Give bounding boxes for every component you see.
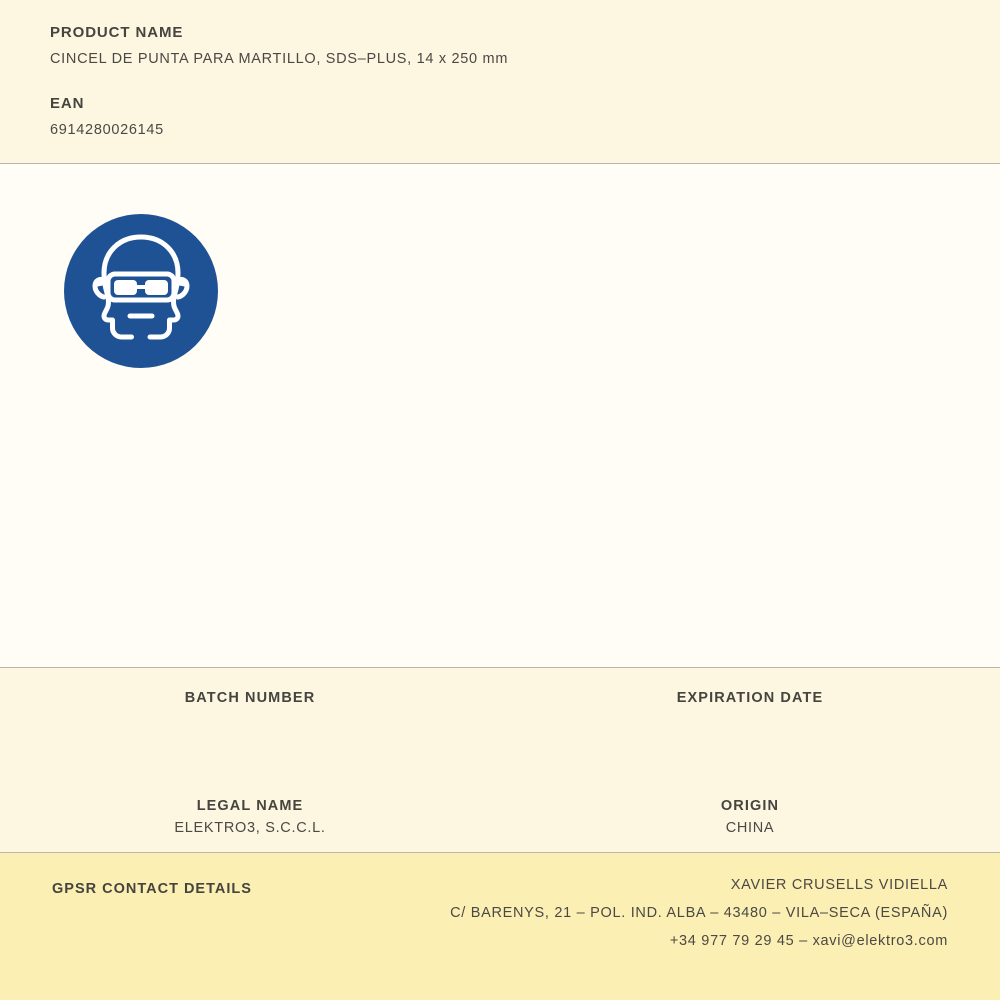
meta-row-legal bbox=[0, 798, 1000, 838]
product-name-value: CINCEL DE PUNTA PARA MARTILLO, SDS–PLUS, 14 x 250 mm bbox=[50, 51, 509, 67]
product-name-label: PRODUCT NAME bbox=[50, 24, 184, 41]
gpsr-footer bbox=[0, 853, 1000, 1000]
legal-name-label: LEGAL NAME bbox=[196, 798, 304, 814]
meta-block bbox=[0, 668, 1000, 852]
ean-label: EAN bbox=[50, 95, 85, 112]
origin-label: ORIGIN bbox=[720, 798, 780, 814]
expiration-date-label: EXPIRATION DATE bbox=[676, 690, 824, 706]
origin-cell bbox=[500, 798, 1000, 838]
wear-eye-protection-icon bbox=[64, 214, 218, 368]
product-info-block bbox=[0, 0, 1000, 163]
batch-number-label: BATCH NUMBER bbox=[184, 690, 316, 706]
batch-number-cell bbox=[0, 690, 500, 730]
ean-value: 6914280026145 bbox=[50, 122, 164, 138]
expiration-date-value bbox=[500, 712, 1000, 730]
legal-name-cell bbox=[0, 798, 500, 838]
gpsr-contact-name: XAVIER CRUSELLS VIDIELLA bbox=[730, 877, 948, 893]
gpsr-contact-phone-email: +34 977 79 29 45 – xavi@elektro3.com bbox=[669, 933, 948, 949]
product-name-group bbox=[50, 24, 950, 67]
meta-row-batch bbox=[0, 690, 1000, 730]
gpsr-contact-label: GPSR CONTACT DETAILS bbox=[52, 881, 252, 897]
expiration-date-cell bbox=[500, 690, 1000, 730]
ean-group bbox=[50, 95, 950, 138]
pictogram-area bbox=[0, 164, 1000, 667]
batch-number-value bbox=[0, 712, 500, 730]
gpsr-contact-lines bbox=[450, 877, 948, 949]
origin-value: CHINA bbox=[725, 820, 775, 836]
gpsr-contact-address: C/ BARENYS, 21 – POL. IND. ALBA – 43480 – VILA–SECA (ESPAÑA) bbox=[450, 905, 948, 921]
legal-name-value: ELEKTRO3, S.C.C.L. bbox=[174, 820, 326, 836]
